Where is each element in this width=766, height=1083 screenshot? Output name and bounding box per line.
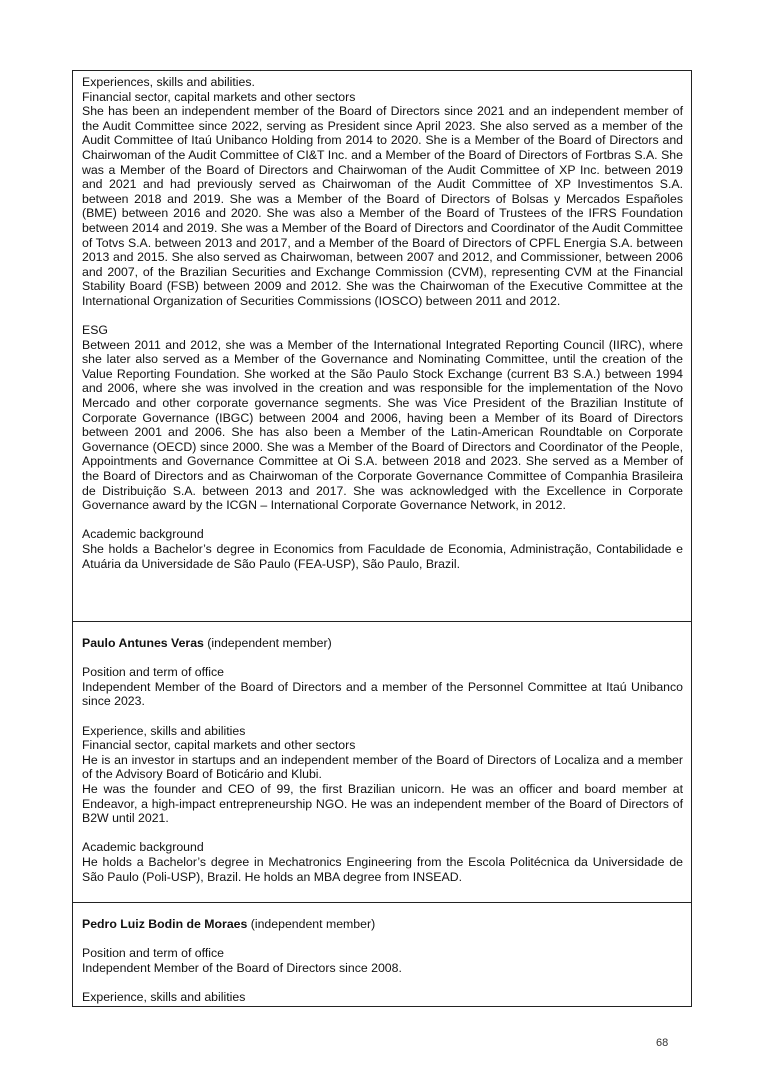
experience-paragraph: He is an investor in startups and an independent member of the Board of Directors of Localiza and a member of the Advisory Board of Boticário and Klubi. bbox=[82, 752, 683, 782]
esg-paragraph: Between 2011 and 2012, she was a Member of the International Integrated Reporting Council (IIRC), where she later also served as a Member of the Governance and Nominating Committee, until the creation of the Value Reporting Foundation. She worked at the São Paulo Stock Exchange (current B3 S.A.) between 1994 and 2006, where she was involved in the creation and was responsible for the implementation of the Novo Mercado and other corporate governance segments. She was Vice President of the Brazilian Institute of Corporate Governance (IBGC) between 2004 and 2006, having been a Member of its Board of Directors between 2001 and 2006. She has also been a Member of the Latin-American Roundtable on Corporate Governance (OECD) since 2000. She was a Member of the Board of Directors and Coordinator of the People, Appointments and Governance Committee at Oi S.A. between 2018 and 2023. She served as a Member of the Board of Directors and as Chairwoman of the Corporate Governance Committee of Companhia Brasileira de Distribuição S.A. between 2013 and 2017. She was acknowledged with the Excellence in Corporate Governance award by the ICGN – International Corporate Governance Network, in 2012. bbox=[82, 337, 683, 513]
academic-paragraph: She holds a Bachelor’s degree in Economics from Faculdade de Economia, Administração, Contabilidade e Atuária da Universidade de São Paulo (FEA-USP), São Paulo, Brazil. bbox=[82, 542, 683, 571]
member-name: Paulo Antunes Veras bbox=[82, 636, 204, 650]
experience-subheading: Financial sector, capital markets and other sectors bbox=[82, 738, 356, 753]
profile-table bbox=[72, 70, 692, 1007]
experience-heading: Experience, skills and abilities bbox=[82, 989, 246, 1004]
profile-cell-continued bbox=[73, 71, 691, 622]
experience-heading: Experiences, skills and abilities. bbox=[82, 75, 255, 89]
academic-heading: Academic background bbox=[82, 527, 204, 542]
page-number: 68 bbox=[656, 1037, 669, 1049]
position-paragraph: Independent Member of the Board of Directors and a member of the Personnel Committee at Itaú Unibanco since 2023. bbox=[82, 679, 683, 709]
profile-cell-paulo-antunes-veras bbox=[73, 622, 691, 903]
experience-paragraph: She has been an independent member of the Board of Directors since 2021 and an independent member of the Audit Committee since 2022, serving as President since April 2023. She also served as a member of the Audit Committee of Itaú Unibanco Holding from 2014 to 2020. She is a Member of the Board of Directors and Chairwoman of the Audit Committee of CI&T Inc. and a Member of the Board of Directors of Fortbras S.A. She was a Member of the Board of Directors and Chairwoman of the Audit Committee of XP Inc. between 2019 and 2021 and had previously served as Chairwoman of the Audit Committee of XP Investimentos S.A. between 2018 and 2019. She was a Member of the Board of Directors of Bolsas y Mercados Españoles (BME) between 2016 and 2020. She was also a Member of the Board of Trustees of the IFRS Foundation between 2014 and 2019. She was a Member of the Board of Directors and Coordinator of the Audit Committee of Totvs S.A. between 2013 and 2017, and a Member of the Board of Directors of CPFL Energia S.A. between 2013 and 2015. She also served as Chairwoman, between 2007 and 2012, and Commissioner, between 2006 and 2007, of the Brazilian Securities and Exchange Commission (CVM), representing CVM at the Financial Stability Board (FSB) between 2009 and 2012. She was the Chairwoman of the Executive Committee at the International Organization of Securities Commissions (IOSCO) between 2011 and 2012. bbox=[82, 104, 683, 308]
experience-paragraph: He was the founder and CEO of 99, the first Brazilian unicorn. He was an officer and board member at Endeavor, a high-impact entrepreneurship NGO. He was an independent member of the Board of Directors of B2W until 2021. bbox=[82, 781, 683, 826]
position-heading: Position and term of office bbox=[82, 665, 224, 680]
member-name: Pedro Luiz Bodin de Moraes bbox=[82, 917, 248, 931]
profile-cell-pedro-luiz-bodin-de-moraes bbox=[73, 903, 691, 1006]
position-paragraph: Independent Member of the Board of Directors since 2008. bbox=[82, 960, 402, 975]
academic-heading: Academic background bbox=[82, 840, 204, 855]
member-name-line bbox=[82, 636, 683, 651]
member-role: (independent member) bbox=[203, 636, 332, 650]
member-role: (independent member) bbox=[247, 917, 376, 931]
esg-heading: ESG bbox=[82, 323, 108, 338]
academic-paragraph: He holds a Bachelor’s degree in Mechatronics Engineering from the Escola Politécnica da Universidade de São Paulo (Poli-USP), Brazil. He holds an MBA degree from INSEAD. bbox=[82, 854, 683, 884]
position-heading: Position and term of office bbox=[82, 946, 224, 961]
experience-subheading: Financial sector, capital markets and other sectors bbox=[82, 89, 356, 104]
member-name-line bbox=[82, 917, 683, 932]
experience-heading: Experience, skills and abilities bbox=[82, 723, 246, 738]
